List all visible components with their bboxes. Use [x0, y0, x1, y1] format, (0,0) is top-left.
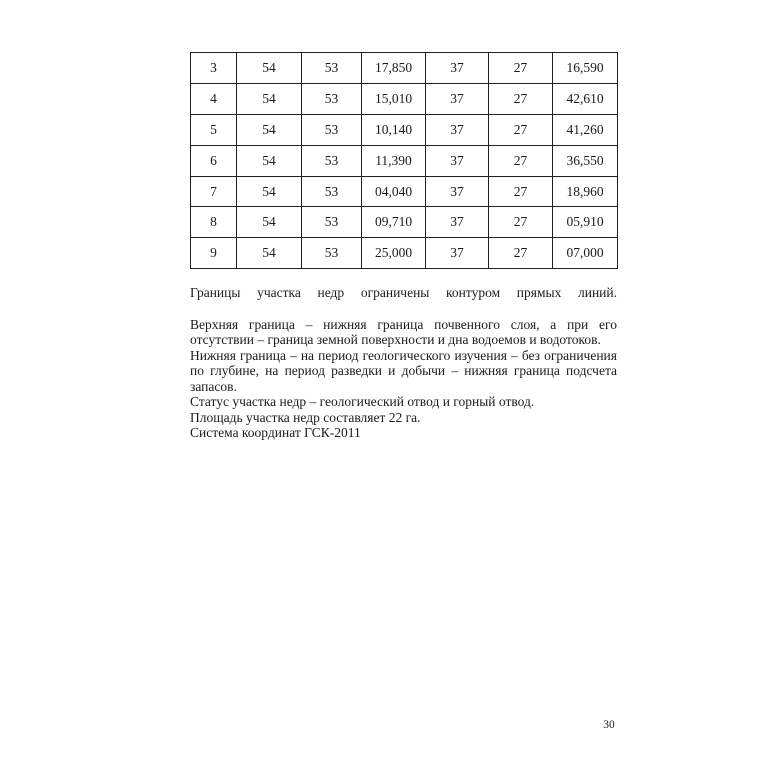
table-cell: 27 [489, 114, 553, 145]
table-cell: 05,910 [553, 207, 618, 238]
table-cell: 53 [302, 207, 362, 238]
table-cell: 27 [489, 238, 553, 269]
table-cell: 42,610 [553, 83, 618, 114]
table-cell: 37 [426, 53, 489, 84]
table-cell: 37 [426, 238, 489, 269]
table-cell: 07,000 [553, 238, 618, 269]
table-cell: 54 [237, 114, 302, 145]
table-cell: 54 [237, 238, 302, 269]
table-row [191, 238, 618, 269]
paragraph-status: Статус участка недр – геологический отвод и горный отвод. [190, 394, 535, 410]
table-cell: 53 [302, 83, 362, 114]
table-cell: 54 [237, 176, 302, 207]
table-cell: 54 [237, 83, 302, 114]
table-cell: 41,260 [553, 114, 618, 145]
table-cell: 54 [237, 145, 302, 176]
body-text [190, 285, 617, 441]
table-cell: 37 [426, 83, 489, 114]
table-cell: 27 [489, 207, 553, 238]
paragraph-area: Площадь участка недр составляет 22 га. [190, 409, 421, 425]
table-cell: 17,850 [362, 53, 426, 84]
table-cell: 27 [489, 176, 553, 207]
table-cell: 15,010 [362, 83, 426, 114]
table-cell: 16,590 [553, 53, 618, 84]
table-cell: 09,710 [362, 207, 426, 238]
table-row [191, 114, 618, 145]
table-cell: 36,550 [553, 145, 618, 176]
table-cell: 27 [489, 53, 553, 84]
table-cell: 37 [426, 176, 489, 207]
table-cell: 37 [426, 114, 489, 145]
page-content [190, 52, 617, 441]
table-cell: 27 [489, 83, 553, 114]
table-cell: 54 [237, 207, 302, 238]
paragraph-upper-boundary: Верхняя граница – нижняя граница почвенного слоя, а при его отсутствии – граница земной поверхности и дна водоемов и водотоков. [190, 316, 617, 348]
table-cell: 27 [489, 145, 553, 176]
table-cell: 8 [191, 207, 237, 238]
table-cell: 04,040 [362, 176, 426, 207]
table-row [191, 207, 618, 238]
table-cell: 18,960 [553, 176, 618, 207]
page-number: 30 [603, 719, 615, 731]
table-cell: 4 [191, 83, 237, 114]
table-cell: 7 [191, 176, 237, 207]
coordinates-table [190, 52, 618, 269]
table-row [191, 53, 618, 84]
paragraph-coordinate-system: Система координат ГСК-2011 [190, 425, 361, 441]
table-cell: 10,140 [362, 114, 426, 145]
table-cell: 53 [302, 176, 362, 207]
table-cell: 53 [302, 238, 362, 269]
table-cell: 9 [191, 238, 237, 269]
table-cell: 37 [426, 207, 489, 238]
table-cell: 11,390 [362, 145, 426, 176]
coordinates-table-body [191, 53, 618, 269]
paragraph-lower-boundary: Нижняя граница – на период геологического изучения – без ограничения по глубине, на период разведки и добычи – нижняя граница подсчета запасов. [190, 347, 617, 394]
table-cell: 6 [191, 145, 237, 176]
table-cell: 25,000 [362, 238, 426, 269]
table-cell: 53 [302, 53, 362, 84]
table-row [191, 83, 618, 114]
table-row [191, 176, 618, 207]
table-row [191, 145, 618, 176]
table-cell: 37 [426, 145, 489, 176]
table-cell: 54 [237, 53, 302, 84]
table-cell: 53 [302, 145, 362, 176]
table-cell: 53 [302, 114, 362, 145]
table-cell: 3 [191, 53, 237, 84]
table-cell: 5 [191, 114, 237, 145]
paragraph-boundary-contour: Границы участка недр ограничены контуром прямых линий. [190, 285, 617, 301]
